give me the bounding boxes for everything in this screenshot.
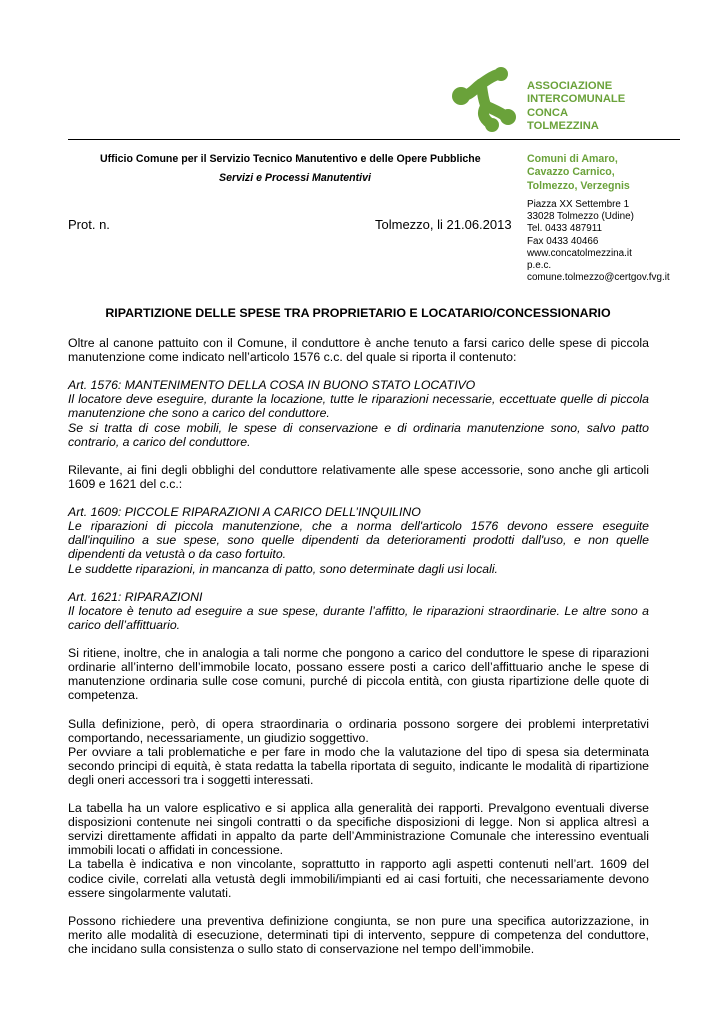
member-municipalities: Comuni di Amaro, Cavazzo Carnico, Tolmezzo, Verzegnis [527, 153, 630, 192]
document-title: RIPARTIZIONE DELLE SPESE TRA PROPRIETARIO E LOCATARIO/CONCESSIONARIO [105, 306, 611, 320]
art-1576-heading: Art. 1576: MANTENIMENTO DELLA COSA IN BUONO STATO LOCATIVO [68, 378, 476, 393]
protocol-number: Prot. n. [68, 217, 110, 232]
richiedere-paragraph: Possono richiedere una preventiva definizione congiunta, se non pure una specifica autorizzazione, in merito alle modalità di esecuzione, determinati tipi di intervento, seppure di competenza del conduttore, che incidano sulla consistenza o sullo stato di conservazione nel tempo dell’immobile. [68, 913, 649, 957]
website-link[interactable]: www.concatolmezzina.it [527, 247, 632, 259]
office-name: Ufficio Comune per il Servizio Tecnico Manutentivo e delle Opere Pubbliche [100, 153, 481, 165]
art-1609-text-2: Le suddette riparazioni, in mancanza di patto, sono determinate dagli usi locali. [68, 561, 498, 576]
fax-line: Fax 0433 40466 [527, 235, 599, 247]
art-1576-text-2: Se si tratta di cose mobili, le spese di conservazione e di ordinaria manutenzione sono, salvo patto contrario, a carico del conduttore. [68, 420, 649, 449]
art-1621-text-1: Il locatore è tenuto ad eseguire a sue spese, durante l’affitto, le riparazioni straordinarie. Le altre sono a carico dell’affittuario. [68, 603, 649, 632]
art-1609-section [68, 505, 649, 575]
art-1621-heading: Art. 1621: RIPARAZIONI [68, 589, 203, 604]
phone-line: Tel. 0433 487911 [527, 223, 603, 235]
organization-name: ASSOCIAZIONE INTERCOMUNALE CONCA TOLMEZZINA [527, 80, 626, 133]
document-body [68, 336, 649, 970]
art-1576-section [68, 378, 649, 448]
art-1609-heading: Art. 1609: PICCOLE RIPARAZIONI A CARICO DELL’INQUILINO [68, 505, 421, 520]
art-1576-text-1: Il locatore deve eseguire, durante la locazione, tutte le riparazioni necessarie, eccettuate quelle di piccola manutenzione che sono a carico del conduttore. [68, 392, 649, 421]
tabella-paragraph: La tabella ha un valore esplicativo e si applica alla generalità dei rapporti. Prevalgono eventuali diverse disposizioni contenute nei singoli contratti o da specifiche disposizioni di legge. Non si applica altresì a servizi direttamente affidati in appalto da parte dell’Amministrazione Comunale che interessino eventuali immobili locati o affidati in concessione. La tabella è indicativa e non vincolante, soprattutto in rapporto agli aspetti contenuti nell’art. 1609 del codice civile, correlati alla vetustà degli immobili/impianti ed ai casi fortuiti, che necessariamente devono essere singolarmente valutati. [68, 801, 649, 900]
pec-email-link[interactable]: comune.tolmezzo@certgov.fvg.it [527, 272, 670, 284]
address-line: Piazza XX Settembre 1 [527, 199, 630, 210]
intro-paragraph: Oltre al canone pattuito con il Comune, il conduttore è anche tenuto a farsi carico delle spese di piccola manutenzione come indicato nell’articolo 1576 c.c. del quale si riporta il contenuto: [68, 336, 649, 365]
services-name: Servizi e Processi Manutentivi [219, 172, 371, 184]
art-1621-section [68, 590, 649, 632]
place-date: Tolmezzo, li 21.06.2013 [375, 217, 512, 232]
header-divider [68, 139, 680, 140]
ritiene-paragraph: Si ritiene, inoltre, che in analogia a tali norme che pongono a carico del conduttore le spese di riparazioni ordinarie all’interno dell’immobile locato, possano essere posti a carico dell’affittuario anche le spese di manutenzione ordinaria sulle cose comuni, purché di piccola entità, con giusta ripartizione delle quote di competenza. [68, 646, 649, 703]
pec-label: p.e.c. [527, 260, 552, 272]
art-1609-text-1: Le riparazioni di piccola manutenzione, che a norma dell'articolo 1576 devono essere eseguite dall'inquilino a sue spese, sono quelle dipendenti da deterioramenti prodotti dall'uso, e non quelle dipendenti da vetustà o da caso fortuito. [68, 519, 649, 562]
city-line: 33028 Tolmezzo (Udine) [527, 211, 634, 223]
definizione-paragraph: Sulla definizione, però, di opera straordinaria o ordinaria possono sorgere dei problemi interpretativi comportando, necessariamente, un giudizio soggettivo. Per ovviare a tali problematiche e per fare in modo che la valutazione del tipo di spesa sia determinata secondo principi di equità, è stata redatta la tabella riportata di seguito, indicante le modalità di ripartizione degli oneri accessori tra i soggetti interessati. [68, 716, 649, 787]
relevant-paragraph: Rilevante, ai fini degli obblighi del conduttore relativamente alle spese accessorie, sono anche gli articoli 1609 e 1621 del c.c.: [68, 462, 649, 491]
association-logo [450, 66, 522, 134]
contact-details [527, 199, 707, 284]
